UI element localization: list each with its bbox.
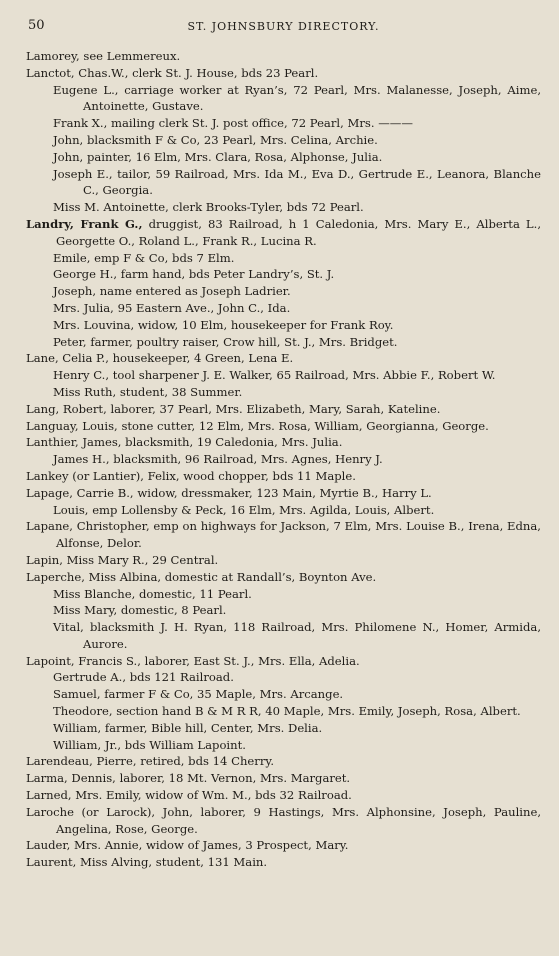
running-title: ST. JOHNSBURY DIRECTORY.	[187, 20, 380, 33]
entry-text: widow, dressmaker, 123 Main, Myrtie B., Harry L.	[137, 485, 432, 500]
entry-text: blacksmith F & Co, 23 Pearl, Mrs. Celina, Archie.	[86, 132, 378, 147]
entry-name: Mrs. Louvina,	[53, 317, 135, 332]
entry-name: Lanthier, James,	[26, 435, 122, 450]
directory-entry	[26, 569, 541, 586]
directory-entry	[53, 334, 541, 351]
entry-name: Lanctot, Chas.W.,	[26, 65, 129, 80]
directory-entry	[53, 586, 541, 603]
entry-text: 29 Central.	[152, 552, 219, 567]
directory-entry	[53, 619, 541, 653]
entry-name: Miss Blanche,	[53, 586, 136, 601]
directory-entry	[53, 451, 541, 468]
directory-entry	[53, 669, 541, 686]
entry-text: blacksmith, 19 Caledonia, Mrs. Julia.	[125, 435, 343, 450]
directory-entry	[53, 199, 541, 216]
entry-name: James H.,	[53, 452, 110, 467]
entry-text: laborer, 18 Mt. Vernon, Mrs. Margaret.	[119, 771, 351, 786]
entry-name: Lapage, Carrie B.,	[26, 485, 134, 500]
entry-name: Louis,	[53, 502, 89, 517]
entry-text: blacksmith J. H. Ryan, 118 Railroad, Mrs. Philomene N., Homer, Armida, Aurore.	[83, 620, 541, 651]
directory-entry	[53, 166, 541, 200]
entry-name: William,	[53, 720, 102, 735]
directory-entry	[53, 149, 541, 166]
directory-entry	[26, 804, 541, 838]
directory-entry	[53, 115, 541, 132]
directory-entry	[26, 837, 541, 854]
entry-name: Miss M. Antoinette,	[53, 200, 169, 215]
directory-entry	[53, 317, 541, 334]
entry-text: widow of Wm. M., bds 32 Railroad.	[145, 788, 352, 803]
directory-entry	[26, 552, 541, 569]
entry-name: Miss Ruth,	[53, 384, 117, 399]
directory-entry	[26, 485, 541, 502]
entry-name: Larma, Dennis,	[26, 771, 116, 786]
entry-name: George H.,	[53, 267, 118, 282]
directory-entry	[26, 434, 541, 451]
directory-entry	[53, 502, 541, 519]
entry-text: domestic, 11 Pearl.	[138, 586, 252, 601]
directory-entry	[26, 770, 541, 787]
entry-text: laborer, 37 Pearl, Mrs. Elizabeth, Mary, Sarah, Kateline.	[110, 401, 441, 416]
entry-text: emp Lollensby & Peck, 16 Elm, Mrs. Agilda, Louis, Albert.	[92, 502, 435, 517]
directory-entry	[53, 132, 541, 149]
entry-name: Frank X.,	[53, 116, 108, 131]
entry-text: painter, 16 Elm, Mrs. Clara, Rosa, Alphonse, Julia.	[86, 149, 383, 164]
entry-text: druggist, 83 Railroad, h 1 Caledonia, Mrs. Mary E., Alberta L., Georgette O., Roland L., Frank R., Lucina R.	[56, 216, 542, 248]
entry-name: Lapoint, Francis S.,	[26, 653, 141, 668]
entry-name: Eugene L.,	[53, 82, 119, 97]
entry-text: widow of James, 3 Prospect, Mary.	[145, 838, 349, 853]
entry-name: Theodore,	[53, 704, 113, 719]
entry-name: Joseph,	[53, 284, 97, 299]
entry-name: Laperche, Miss Albina,	[26, 569, 162, 584]
directory-entry	[26, 787, 541, 804]
entry-text: emp on highways for Jackson, 7 Elm, Mrs. Louise B., Irena, Edna, Alfonse, Delor.	[56, 519, 541, 551]
directory-entry	[53, 82, 541, 116]
entry-text: student, 131 Main.	[155, 855, 268, 870]
entry-name: John,	[53, 132, 84, 147]
directory-entry	[53, 686, 541, 703]
page-number: 50	[28, 18, 45, 33]
entry-name: Lauder, Mrs. Annie,	[26, 838, 143, 853]
page-header	[26, 14, 541, 40]
entry-text: 95 Eastern Ave., John C., Ida.	[117, 300, 291, 315]
directory-entry	[26, 350, 541, 367]
directory-entry	[53, 703, 541, 720]
entry-name: William, Jr.,	[53, 737, 122, 752]
entry-text: retired, bds 14 Cherry.	[140, 754, 275, 769]
directory-entry	[26, 468, 541, 485]
entry-text: farmer, poultry raiser, Crow hill, St. J., Mrs. Bridget.	[90, 334, 398, 349]
entry-text: stone cutter, 12 Elm, Mrs. Rosa, William, Georgianna, George.	[121, 418, 489, 433]
entry-name: Lamorey,	[26, 49, 80, 63]
entry-text: housekeeper, 4 Green, Lena E.	[112, 351, 294, 366]
entry-name: Lapin, Miss Mary R.,	[26, 552, 149, 567]
entry-name: Laurent, Miss Alving,	[26, 855, 153, 870]
entry-text: widow, 10 Elm, housekeeper for Frank Roy.	[137, 317, 394, 332]
entry-text: mailing clerk St. J. post office, 72 Pearl, Mrs. ———	[111, 116, 413, 131]
entry-name: Lankey (or Lantier), Felix,	[26, 468, 180, 483]
entry-text: tailor, 59 Railroad, Mrs. Ida M., Eva D., Gertrude E., Leanora, Blanche C., Georgia.	[83, 166, 541, 198]
directory-entry	[26, 653, 541, 670]
entry-name: Henry C.,	[53, 368, 110, 383]
entry-name: John,	[53, 149, 84, 164]
entry-text: clerk Brooks-Tyler, bds 72 Pearl.	[172, 200, 364, 215]
entry-text: domestic at Randall’s, Boynton Ave.	[164, 569, 377, 584]
entry-text: tool sharpener J. E. Walker, 65 Railroad, Mrs. Abbie F., Robert W.	[112, 368, 496, 383]
entry-text: bds William Lapoint.	[124, 737, 246, 752]
directory-entry	[53, 250, 541, 267]
directory-entry	[26, 48, 541, 65]
directory-entry	[53, 602, 541, 619]
entry-name: Miss Mary,	[53, 603, 118, 618]
directory-entry	[53, 300, 541, 317]
entry-name: Gertrude A.,	[53, 670, 127, 685]
directory-entry	[53, 720, 541, 737]
entry-text: farm hand, bds Peter Landry’s, St. J.	[120, 267, 335, 282]
entry-name: Landry, Frank G.,	[26, 216, 143, 231]
directory-entry	[53, 737, 541, 754]
entry-text: wood chopper, bds 11 Maple.	[183, 468, 356, 483]
directory-entry	[53, 367, 541, 384]
entry-name: Languay, Louis,	[26, 418, 118, 433]
entry-name: Lane, Celia P.,	[26, 351, 109, 366]
directory-entry	[26, 401, 541, 418]
entry-text: student, 38 Summer.	[119, 384, 243, 399]
entry-name: Joseph E.,	[53, 166, 113, 181]
directory-entry	[53, 283, 541, 300]
entry-text: name entered as Joseph Ladrier.	[99, 284, 291, 299]
entry-name: Samuel,	[53, 687, 101, 702]
directory-entry	[26, 854, 541, 871]
entry-name: Larned, Mrs. Emily,	[26, 788, 142, 803]
directory-entry	[26, 418, 541, 435]
directory-entry	[53, 266, 541, 283]
entry-name: Laroche (or Larock), John,	[26, 804, 193, 819]
entry-name: Lapane, Christopher,	[26, 519, 150, 534]
directory-entry	[26, 65, 541, 82]
directory-entry	[53, 384, 541, 401]
entry-text: see Lemmereux.	[83, 49, 181, 63]
directory-entries	[26, 48, 541, 871]
directory-entry	[26, 216, 541, 250]
entry-text: domestic, 8 Pearl.	[120, 603, 227, 618]
directory-entry	[26, 518, 541, 552]
entry-text: laborer, 9 Hastings, Mrs. Alphonsine, Joseph, Pauline, Angelina, Rose, George.	[56, 804, 541, 836]
entry-text: farmer, Bible hill, Center, Mrs. Delia.	[104, 720, 323, 735]
entry-text: farmer F & Co, 35 Maple, Mrs. Arcange.	[104, 687, 344, 702]
entry-text: laborer, East St. J., Mrs. Ella, Adelia.	[144, 653, 360, 668]
entry-text: bds 121 Railroad.	[129, 670, 234, 685]
entry-text: clerk St. J. House, bds 23 Pearl.	[132, 65, 319, 80]
entry-name: Larendeau, Pierre,	[26, 754, 137, 769]
entry-text: emp F & Co, bds 7 Elm.	[94, 250, 235, 265]
directory-entry	[26, 753, 541, 770]
entry-name: Lang, Robert,	[26, 401, 107, 416]
entry-name: Mrs. Julia,	[53, 300, 114, 315]
entry-name: Peter,	[53, 334, 87, 349]
entry-text: blacksmith, 96 Railroad, Mrs. Agnes, Henry J.	[113, 452, 383, 467]
entry-name: Emile,	[53, 250, 91, 265]
entry-text: section hand B & M R R, 40 Maple, Mrs. Emily, Joseph, Rosa, Albert.	[116, 704, 521, 719]
entry-name: Vital,	[53, 620, 84, 635]
entry-text: carriage worker at Ryan’s, 72 Pearl, Mrs. Malanesse, Joseph, Aime, Antoinette, Gustave.	[83, 82, 542, 114]
